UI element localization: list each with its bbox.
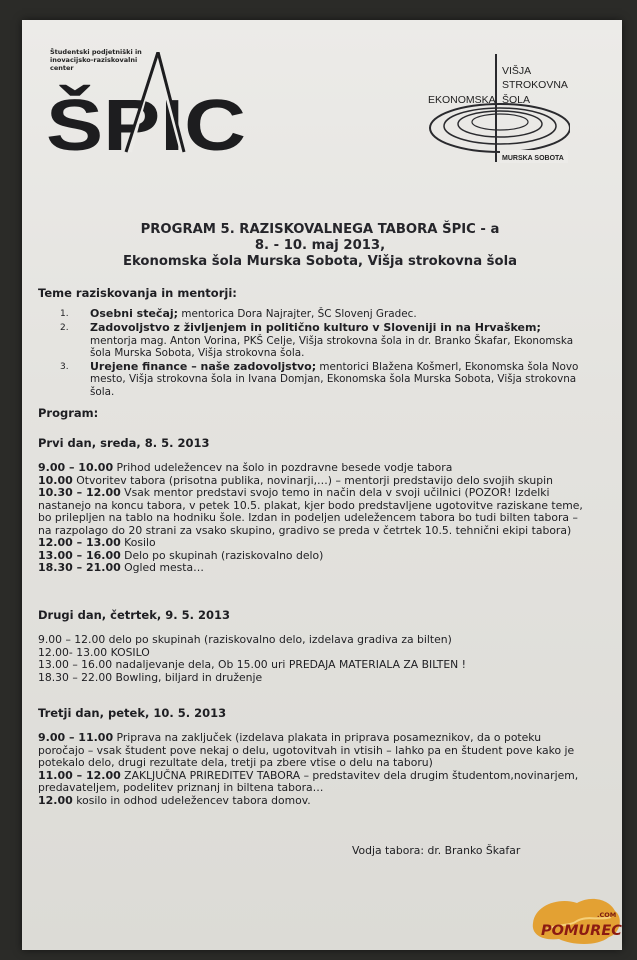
program-heading: Program: — [38, 406, 99, 420]
themes-heading: Teme raziskovanja in mentorji: — [38, 286, 237, 300]
schedule-time: 10.00 — [38, 473, 73, 487]
spic-logo-text: ŠPIC — [46, 86, 215, 157]
schedule-text: ZAKLJUČNA PRIREDITEV TABORA – predstavitev dela drugim študentom,novinarjem, predavateljem, podelitev priznanj in biltena tabora… — [38, 768, 579, 794]
theme-number: 2. — [60, 323, 69, 334]
schedule-time: 12.00 – 13.00 — [38, 536, 121, 549]
schedule-text: Vsak mentor predstavi svojo temo in način dela v svoji učilnici (POZOR! Izdelki nastanejo na koncu tabora, v petek 10.5. plakat, kjer bodo predstavljene ugotovitve raziskane teme, bo prilepljen na tablo na hodniku šole. Izdan in podeljen udeležencem tabora bo tudi bilten tabora – na razpolago do 20 strani za vsako skupino, gradivo se preda v četrtek 10.5. tehnični ekipi tabora) — [38, 486, 583, 537]
day2-schedule — [38, 634, 586, 684]
day2-heading: Drugi dan, četrtek, 9. 5. 2013 — [38, 608, 230, 622]
spic-subtitle-line1: Študentski podjetniški in — [50, 48, 142, 56]
schedule-row — [38, 795, 586, 808]
pomurec-suffix: .COM — [597, 911, 617, 919]
schedule-row — [38, 562, 586, 575]
schedule-text: kosilo in odhod udeležencev tabora domov. — [72, 793, 311, 807]
theme-content — [90, 322, 580, 359]
spic-subtitle-line2: inovacijsko-raziskovalni center — [50, 56, 138, 72]
schedule-time: 10.30 – 12.00 — [38, 486, 121, 499]
schedule-row: 12.00- 13.00 KOSILO — [38, 645, 150, 659]
day3-schedule — [38, 732, 586, 807]
vss-logo — [420, 50, 570, 165]
theme-topic: Urejene finance – naše zadovoljstvo; — [90, 360, 317, 374]
schedule-row — [38, 770, 586, 795]
schedule-row — [38, 732, 586, 770]
schedule-row: 13.00 – 16.00 nadaljevanje dela, Ob 15.00 uri PREDAJA MATERIALA ZA BILTEN ! — [38, 658, 466, 671]
theme-number: 1. — [60, 309, 69, 319]
vss-logo-line4: ŠOLA — [502, 94, 531, 106]
theme-mentors: mentorica Dora Najrajter, ŠC Slovenj Gradec. — [178, 308, 417, 320]
schedule-row: 18.30 – 22.00 Bowling, biljard in druženje — [38, 670, 263, 684]
schedule-time: 12.00 — [38, 793, 73, 807]
schedule-time: 11.00 – 12.00 — [38, 768, 121, 782]
vss-logo-line2: STROKOVNA — [502, 79, 568, 91]
theme-mentors: mentorici Blažena Košmerl, Ekonomska šola Novo mesto, Višja strokovna šola in Ivana Domjan, Ekonomska šola Murska Sobota, Višja strokovna šola. — [90, 361, 579, 398]
schedule-text: Priprava na zaključek (izdelava plakata in priprava posameznikov, da o poteku poročajo – vsak študent pove nekaj o delu, ugotovitvah in vtisih – lahko pa en študent pove kako je potekalo delo, drugi rezultate dela, tretji pa zbere vtise o delu na taboru) — [38, 731, 575, 769]
theme-item — [60, 361, 580, 398]
themes-list — [60, 308, 580, 400]
title-line3: Ekonomska šola Murska Sobota, Višja strokovna šola — [122, 254, 518, 269]
theme-number: 3. — [60, 362, 69, 373]
title-line2: 8. - 10. maj 2013, — [254, 238, 386, 253]
schedule-text: Ogled mesta… — [120, 561, 204, 574]
vss-logo-line3: EKONOMSKA — [428, 94, 496, 106]
theme-mentors: mentorja mag. Anton Vorina, PKŠ Celje, Višja strokovna šola in dr. Branko Škafar, Ekonomska šola Murska Sobota, Višja strokovna šola. — [90, 334, 574, 359]
day3-heading: Tretji dan, petek, 10. 5. 2013 — [38, 706, 227, 720]
day1-schedule — [38, 462, 586, 575]
title-line1: PROGRAM 5. RAZISKOVALNEGA TABORA ŠPIC - a — [140, 222, 500, 237]
schedule-row — [38, 487, 586, 537]
theme-content — [90, 308, 417, 320]
schedule-time: 18.30 – 21.00 — [38, 561, 121, 574]
theme-item — [60, 308, 580, 320]
day1-heading: Prvi dan, sreda, 8. 5. 2013 — [38, 436, 210, 450]
vss-logo-line5: MURSKA SOBOTA — [502, 155, 564, 162]
theme-topic: Osebni stečaj; — [90, 307, 179, 320]
schedule-time: 9.00 – 10.00 — [38, 461, 114, 474]
program-title — [60, 222, 580, 270]
schedule-text: Otvoritev tabora (prisotna publika, novinarji,…) – mentorji predstavijo delo svojih skupin — [72, 473, 553, 487]
theme-item — [60, 322, 580, 359]
schedule-text: Kosilo — [120, 536, 156, 549]
theme-topic: Zadovoljstvo z življenjem in politično kulturo v Sloveniji in na Hrvaškem; — [90, 321, 541, 335]
pomurec-brand: POMUREC — [541, 923, 622, 939]
signature: Vodja tabora: dr. Branko Škafar — [352, 844, 521, 857]
schedule-row: 9.00 – 12.00 delo po skupinah (raziskovalno delo, izdelava gradiva za bilten) — [38, 633, 452, 646]
schedule-text: Prihod udeležencev na šolo in pozdravne besede vodje tabora — [113, 461, 453, 474]
pomurec-watermark-logo — [525, 893, 630, 951]
vss-logo-line1: VIŠJA — [502, 65, 532, 77]
spic-logo — [46, 52, 246, 157]
theme-content — [90, 361, 580, 398]
schedule-time: 9.00 – 11.00 — [38, 731, 114, 744]
schedule-text: Delo po skupinah (raziskovalno delo) — [120, 548, 324, 562]
schedule-time: 13.00 – 16.00 — [38, 548, 121, 562]
